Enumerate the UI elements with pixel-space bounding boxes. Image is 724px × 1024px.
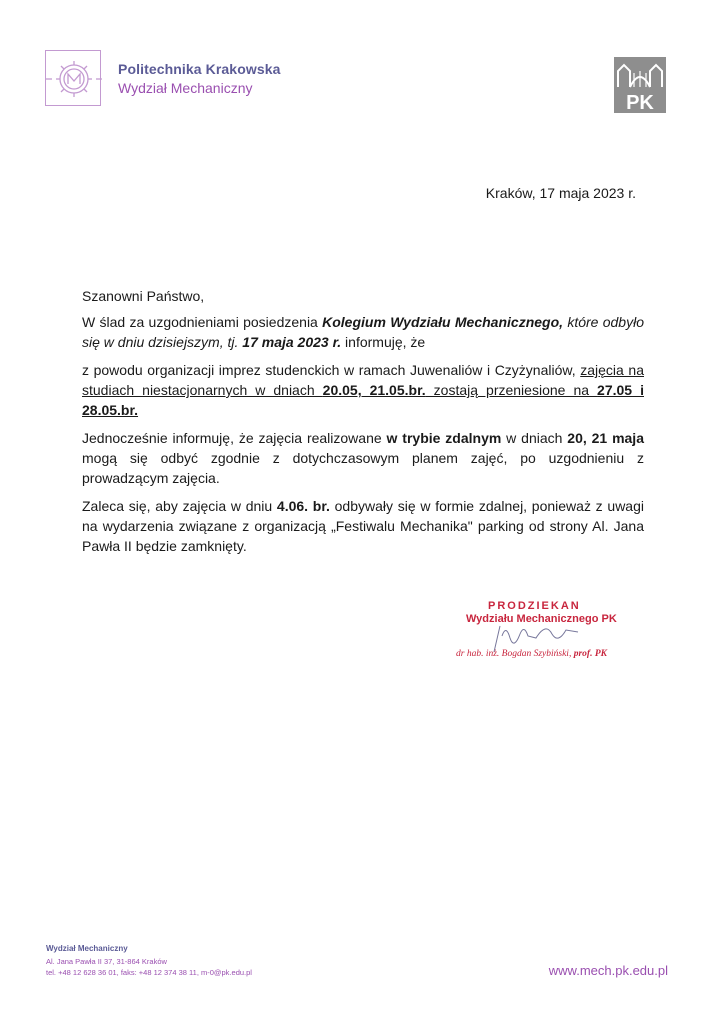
p2-new-dates: 27.05 i 28.05.br. [82, 382, 644, 418]
org-name: Politechnika Krakowska [118, 61, 281, 77]
dean-stamp [444, 598, 634, 668]
p3-dates: 20, 21 maja [567, 430, 644, 446]
footer-address: Al. Jana Pawła II 37, 31-864 Kraków [46, 957, 167, 966]
p3-text-3: w dniach [501, 430, 568, 446]
signatory-title: prof. PK [573, 649, 607, 659]
paragraph-3 [82, 428, 644, 488]
p4-text-1: Zaleca się, aby zajęcia w dniu [82, 498, 277, 514]
paragraph-1 [82, 312, 644, 352]
p1-date: 17 maja 2023 r. [242, 334, 342, 350]
paragraph-4 [82, 496, 644, 556]
faculty-name: Wydział Mechaniczny [118, 80, 253, 96]
p3-remote: w trybie zdalnym [386, 430, 502, 446]
date-line: Kraków, 17 maja 2023 r. [485, 185, 636, 201]
footer-website-link[interactable]: www.mech.pk.edu.pl [548, 963, 668, 978]
footer-contact: tel. +48 12 628 36 01, faks: +48 12 374 38 11, m-0@pk.edu.pl [46, 968, 252, 977]
stamp-subtitle: Wydziału Mechanicznego PK [466, 613, 617, 625]
p1-text-3: które odbyło się w dniu dzisiejszym, tj. [82, 314, 644, 350]
p3-text-5: mogą się odbyć zgodnie z dotychczasowym planem zajęć, po uzgodnieniu z prowadzącym zajęcia. [82, 450, 644, 486]
p3-text-1: Jednocześnie informuję, że zajęcia realizowane [82, 430, 387, 446]
p2-dates: 20.05, 21.05.br. [322, 382, 426, 398]
stamp-title: PRODZIEKAN [488, 600, 581, 612]
footer-faculty: Wydział Mechaniczny [46, 944, 128, 953]
p2-text-1: z powodu organizacji imprez studenckich w ramach Juwenaliów i Czyżynaliów, [82, 362, 581, 378]
p2-text-2: zajęcia na studiach niestacjonarnych w dniach [82, 362, 644, 398]
p2-text-4: zostają przeniesione na [425, 382, 598, 398]
faculty-logo [45, 50, 101, 106]
pk-logo [614, 57, 666, 113]
p1-text-5: informuję, że [341, 334, 426, 350]
p1-kolegium: Kolegium Wydziału Mechanicznego, [322, 314, 564, 330]
p4-date: 4.06. br. [276, 498, 330, 514]
p1-text-1: W ślad za uzgodnieniami posiedzenia [82, 314, 323, 330]
gear-m-icon [46, 51, 102, 107]
salutation: Szanowni Państwo, [82, 288, 205, 304]
pk-logo-text: PK [626, 92, 654, 113]
paragraph-2 [82, 360, 644, 420]
signatory-name-text: dr hab. inż. Bogdan Szybiński, [456, 649, 574, 659]
p4-text-3: odbywały się w formie zdalnej, ponieważ z uwagi na wydarzenia związane z organizacją „Festiwalu Mechanika" parking od strony Al. Jana Pawła II będzie zamknięty. [82, 498, 644, 554]
signatory-name [456, 649, 607, 659]
